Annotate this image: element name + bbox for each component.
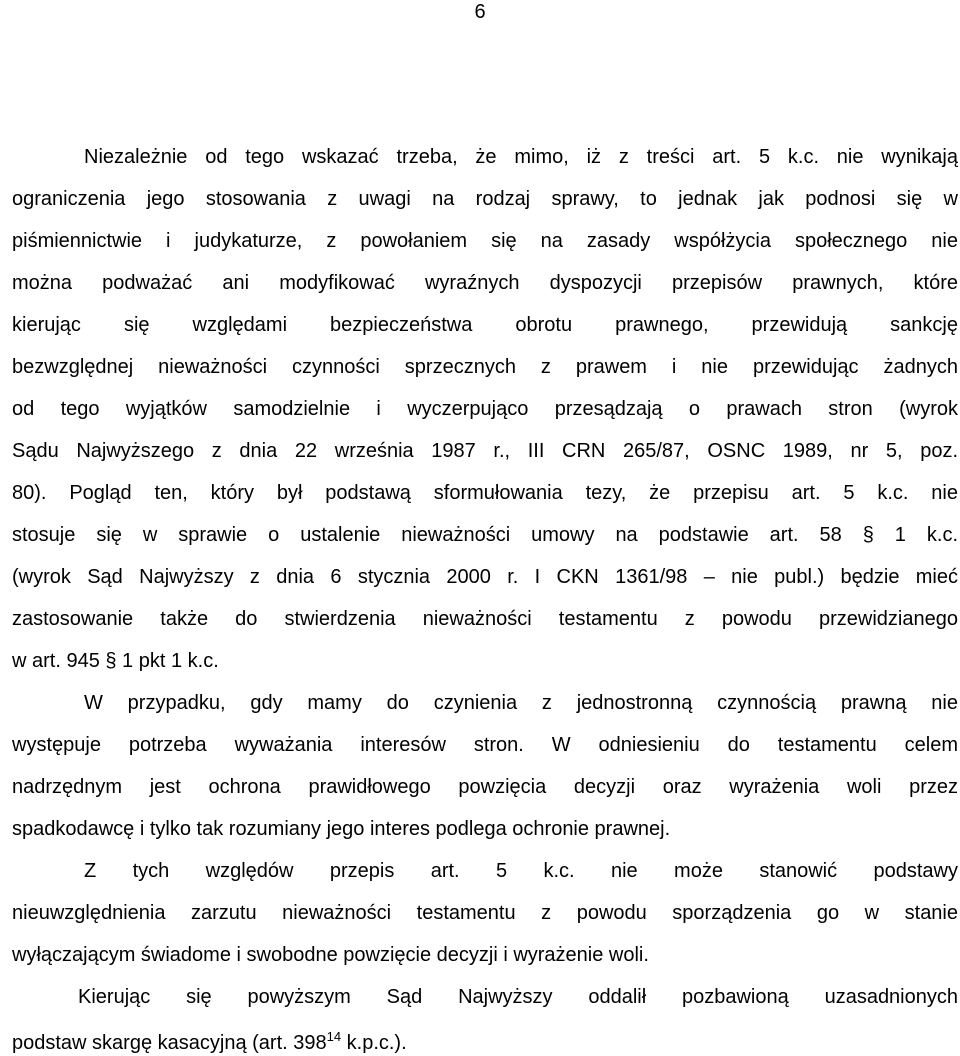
text-line: nieuwzględnienia zarzutu nieważności testamentu z powodu sporządzenia go w stanie — [12, 902, 958, 924]
text-line: spadkodawcę i tylko tak rozumiany jego interes podlega ochronie prawnej. — [12, 818, 671, 840]
text-fragment: podstaw skargę kasacyjną (art. 398 — [12, 1032, 327, 1054]
text-line: Sądu Najwyższego z dnia 22 września 1987 r., III CRN 265/87, OSNC 1989, nr 5, poz. — [12, 440, 958, 462]
text-line: w art. 945 § 1 pkt 1 k.c. — [12, 650, 219, 672]
text-line: W przypadku, gdy mamy do czynienia z jednostronną czynnością prawną nie — [84, 692, 958, 714]
text-line: 80). Pogląd ten, który był podstawą sformułowania tezy, że przepisu art. 5 k.c. nie — [12, 482, 958, 504]
text-line: Kierując się powyższym Sąd Najwyższy oddalił pozbawioną uzasadnionych — [78, 986, 958, 1008]
text-line: od tego wyjątków samodzielnie i wyczerpująco przesądzają o prawach stron (wyrok — [12, 398, 958, 420]
text-line: można podważać ani modyfikować wyraźnych dyspozycji przepisów prawnych, które — [12, 272, 958, 294]
text-fragment: k.p.c.). — [341, 1032, 407, 1054]
text-line: Z tych względów przepis art. 5 k.c. nie może stanowić podstawy — [84, 860, 958, 882]
text-line-last — [12, 1024, 958, 1056]
text-line: kierując się względami bezpieczeństwa obrotu prawnego, przewidują sankcję — [12, 314, 958, 336]
text-line: piśmiennictwie i judykaturze, z powołaniem się na zasady współżycia społecznego nie — [12, 230, 958, 252]
text-line: występuje potrzeba wyważania interesów stron. W odniesieniu do testamentu celem — [12, 734, 958, 756]
text-line: zastosowanie także do stwierdzenia nieważności testamentu z powodu przewidzianego — [12, 608, 958, 630]
text-line: Niezależnie od tego wskazać trzeba, że mimo, iż z treści art. 5 k.c. nie wynikają — [84, 146, 958, 168]
text-line: bezwzględnej nieważności czynności sprzecznych z prawem i nie przewidując żadnych — [12, 356, 958, 378]
text-line: ograniczenia jego stosowania z uwagi na rodzaj sprawy, to jednak jak podnosi się w — [12, 188, 958, 210]
text-line: stosuje się w sprawie o ustalenie nieważności umowy na podstawie art. 58 § 1 k.c. — [12, 524, 958, 546]
superscript: 14 — [326, 1029, 342, 1044]
text-line: (wyrok Sąd Najwyższy z dnia 6 stycznia 2000 r. I CKN 1361/98 – nie publ.) będzie mieć — [12, 566, 958, 588]
text-line: nadrzędnym jest ochrona prawidłowego powzięcia decyzji oraz wyrażenia woli przez — [12, 776, 958, 798]
text-line: wyłączającym świadome i swobodne powzięcie decyzji i wyrażenie woli. — [12, 944, 649, 966]
page-number: 6 — [474, 1, 486, 23]
